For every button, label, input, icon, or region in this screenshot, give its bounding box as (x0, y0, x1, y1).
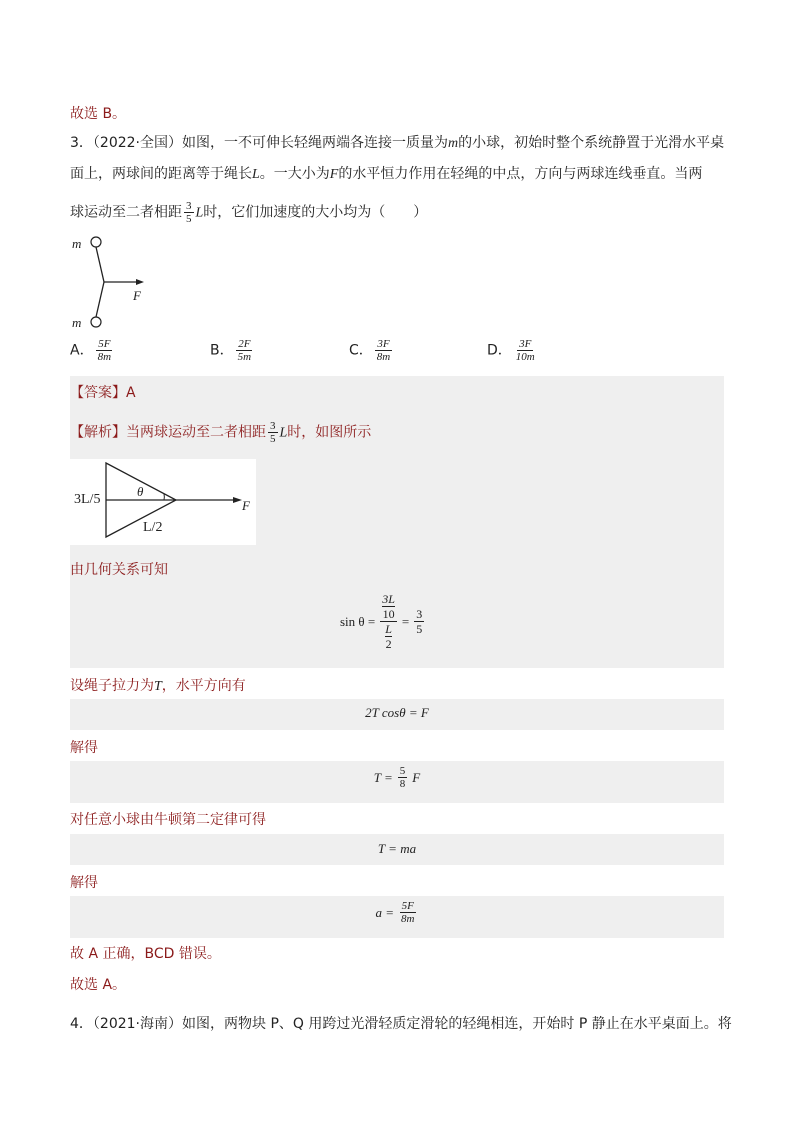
question-text: 的水平恒力作用在轻绳的中点，方向与两球连线垂直。当两 (338, 166, 703, 182)
rope-lower (96, 282, 104, 317)
option-d[interactable]: D． $\frac{3F}{10m}$ (487, 338, 535, 363)
label-m-top: m (72, 236, 82, 251)
conclusion-1: 故 A 正确，BCD 错误。 (70, 946, 221, 962)
option-a[interactable]: A． $\frac{5F}{8m}$ (70, 338, 112, 363)
question-text: 的小球，初始时整个系统静置于光滑水平桌 (458, 135, 725, 151)
label-m-bottom: m (72, 315, 82, 330)
var-m: m (448, 136, 459, 151)
conclusion-2: 故选 A。 (70, 977, 127, 993)
analysis-intro: 【解析】当两球运动至二者相距 $\frac{3}{5}$ L时，如图所示 (70, 420, 372, 445)
question-text: 时，它们加速度的大小均为（ ） (203, 204, 428, 221)
question-source: （2021·海南） (92, 1016, 183, 1032)
question-text: 如图，一不可伸长轻绳两端各连接一质量为 (182, 135, 449, 151)
arrow-head (233, 497, 242, 503)
geometry-text: 由几何关系可知 (70, 562, 168, 578)
answer-line (70, 383, 136, 403)
newton-text: 对任意小球由牛顿第二定律可得 (70, 812, 266, 828)
answer-value: A (126, 385, 136, 401)
ball-bottom (91, 317, 101, 327)
question-text: 面上，两球间的距离等于绳长 (70, 166, 252, 182)
rope-upper (96, 247, 104, 282)
two-balls-rope-figure (68, 232, 158, 332)
question-text: 球运动至二者相距 (70, 204, 182, 221)
equation-4: a = $\frac{5F}{8m}$ (375, 900, 415, 925)
fraction: $\frac{3}{5}$ (186, 200, 192, 225)
compound-fraction: 3L 10 L 2 (382, 592, 395, 651)
label-F: F (133, 288, 141, 303)
question-3-line3 (70, 200, 427, 225)
set-tension-text: 设绳子拉力为T，水平方向有 (70, 678, 246, 694)
question-text: 。一大小为 (259, 166, 330, 182)
equation-3: T = ma (377, 841, 417, 856)
sin-equation: sin θ = 3L 10 L 2 = $\frac{3}{5}$ (340, 592, 423, 651)
equation-1: 2T cosθ = F (365, 705, 429, 720)
question-3-line2 (70, 164, 702, 185)
label-3L5: 3L/5 (74, 492, 101, 507)
equation-2: T = $\frac{5}{8}$ F (373, 765, 421, 790)
var-L: L (195, 205, 204, 221)
var-F: F (329, 167, 339, 182)
arrow-head (136, 279, 144, 285)
ball-top (91, 237, 101, 247)
option-b[interactable]: B． $\frac{2F}{5m}$ (210, 338, 252, 363)
label-F: F (242, 498, 250, 513)
question-3-line1 (70, 133, 724, 154)
prev-conclusion: 故选 B。 (70, 106, 127, 122)
question-source: （2022·全国） (92, 135, 183, 151)
label-L2: L/2 (143, 520, 163, 535)
question-number: 4． (70, 1016, 93, 1032)
solve-text-2: 解得 (70, 875, 98, 891)
analysis-tag: 【解析】 (70, 424, 126, 441)
question-4-line1 (70, 1014, 732, 1034)
question-text: 如图，两物块 P、Q 用跨过光滑轻质定滑轮的轻绳相连，开始时 P 静止在水平桌面上。将 (182, 1016, 732, 1032)
var-L: L (252, 167, 260, 182)
label-theta: θ (137, 484, 144, 499)
option-c[interactable]: C． $\frac{3F}{8m}$ (349, 338, 391, 363)
solve-text-1: 解得 (70, 740, 98, 756)
answer-tag: 【答案】 (70, 385, 126, 401)
question-number: 3． (70, 135, 93, 151)
